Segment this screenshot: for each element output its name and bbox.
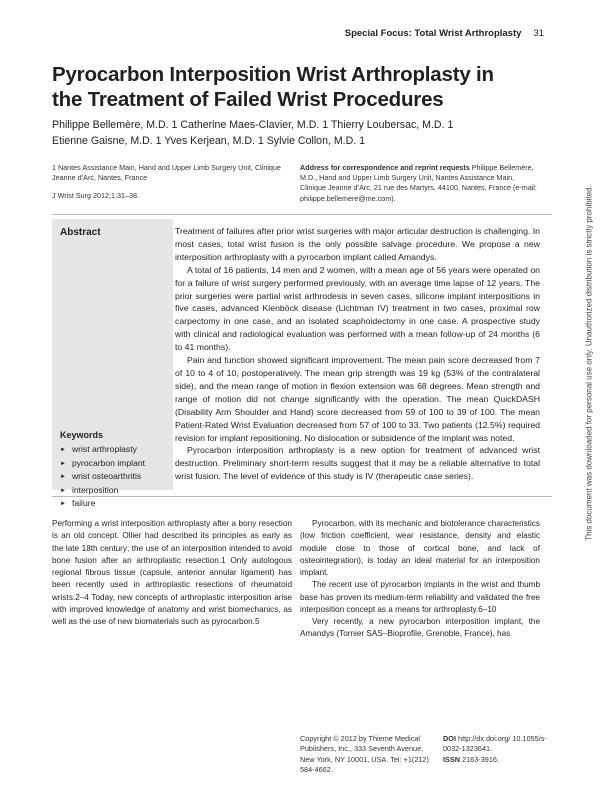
authors-line-1: Philippe Bellemère, M.D. 1 Catherine Maes-Clavier, M.D. 1 Thierry Loubersac, M.D. 1	[52, 119, 454, 131]
author-list	[52, 118, 512, 149]
copyright-notice: Copyright © 2012 by Thieme Medical Publishers, Inc., 333 Seventh Avenue, New York, NY 10001, USA. Tel: +1(212) 584-4662.	[300, 734, 429, 774]
title-line-2: the Treatment of Failed Wrist Procedures	[52, 88, 444, 111]
divider-bottom	[52, 496, 552, 497]
doi-label: DOI	[443, 734, 456, 743]
issn-line	[443, 755, 563, 765]
abstract-paragraph: Pain and function showed significant improvement. The mean pain score decreased from 7 of 10 to 4 of 10, postoperatively. The mean grip strength was 19 kg (53% of the contralateral side), and the mean range of motion in flexion extension was 68 degrees. Mean strength and range of motion did not change significantly with the operation. The mean QuickDASH (Disability Arm Shoulder and Hand) score decreased from 59 of 100 to 39 of 100. The mean Patient-Rated Wrist Evaluation decreased from 57 of 100 to 33. Two patients (12.5%) required revision for implant repositioning. No dislocation or subsidence of the implant was noted.	[175, 355, 540, 443]
section-title: Special Focus: Total Wrist Arthroplasty	[344, 28, 522, 39]
keywords-label: Keywords	[60, 430, 104, 440]
body-paragraph: Performing a wrist interposition arthroplasty after a bony resection is an old concept. Ollier had described its principles as early as the late 18th century; the use of an interposition intended to avoid bone fusion after an arthroplastic resection.1 Only autologous regional fibrous tissue (capsule, anterior annular ligament) has been recently used in arthroplastic resections of rheumatoid wrists.2–4 Today, new concepts of arthroplastic interposition arise with improved knowledge of anatomy and wrist biomechanics, as well as the use of new biomaterials such as pyrocarbon.5	[52, 519, 292, 626]
keyword-item: ► interposition	[60, 484, 145, 498]
keyword-item: ► wrist osteoarthritis	[60, 470, 145, 484]
journal-citation: J Wrist Surg 2012;1:31–38.	[52, 191, 139, 201]
download-notice	[581, 118, 597, 608]
divider-top	[52, 214, 552, 215]
correspondence-block	[300, 163, 540, 204]
article-title	[52, 62, 512, 112]
body-paragraph: Pyrocarbon, with its mechanic and biotolerance characteristics (low friction coefficient, wear resistance, density and elastic module close to those of cortical bone, and lack of osteointegration), is today an ideal material for an interposition implant.	[300, 519, 540, 577]
keywords-list	[60, 443, 145, 511]
download-notice-text: This document was downloaded for personal use only. Unauthorized distribution is strictly prohibited.	[584, 185, 594, 541]
keyword-item: ► wrist arthroplasty	[60, 443, 145, 457]
issn-value: 2163-3916.	[462, 754, 499, 764]
abstract-text	[175, 225, 540, 483]
body-paragraph: The recent use of pyrocarbon implants in the wrist and thumb base has proven its medium-term reliability and validated the free interposition concept as a means for arthroplasty.6–10	[300, 580, 540, 614]
correspondence-text: Philippe Bellemère, M.D., Hand and Upper Limb Surgery Unit, Nantes Assistance Main, Clinique Jeanne d’Arc, 21 rue des Martyrs, 44100, Nantes, France (e-mail: philippe.bellemere@me.com).	[300, 163, 537, 203]
doi-line	[443, 734, 563, 755]
authors-line-2: Etienne Gaisne, M.D. 1 Yves Kerjean, M.D. 1 Sylvie Collon, M.D. 1	[52, 134, 366, 147]
issn-label: ISSN	[443, 754, 461, 764]
keyword-item: ► pyrocarbon implant	[60, 457, 145, 471]
abstract-paragraph: A total of 16 patients, 14 men and 2 women, with a mean age of 56 years were operated on for a failure of wrist surgery performed previously, with an average time lapse of 12 years. The prior surgeries were partial wrist arthrodesis in seven cases, silicone implant interpositions in five cases, advanced Kienböck disease (Lichtman IV) treatment in two cases, proximal row carpectomy in one case, and an isolated scaphoidectomy in one case. A prospective study with clinical and radiological evaluation was performed with a mean follow-up of 24 months (6 to 41 months).	[175, 264, 540, 353]
correspondence-label: Address for correspondence and reprint requests	[300, 163, 470, 172]
running-header	[345, 28, 544, 39]
body-column-left	[52, 518, 292, 628]
keyword-item: ► failure	[60, 497, 145, 511]
publication-identifiers	[443, 734, 563, 765]
abstract-paragraph: Treatment of failures after prior wrist surgeries with major articular destruction is challenging. In most cases, total wrist fusion is the only possible salvage procedure. We propose a new interposition arthroplasty with a pyrocarbon implant called Amandys.	[175, 226, 540, 262]
abstract-label: Abstract	[60, 227, 101, 238]
body-column-right	[300, 518, 540, 641]
page-number: 31	[533, 28, 544, 39]
title-line-1: Pyrocarbon Interposition Wrist Arthroplasty in	[52, 63, 494, 86]
affiliation-block	[52, 163, 292, 202]
affiliation-text: 1 Nantes Assistance Main, Hand and Upper Limb Surgery Unit, Clinique Jeanne d’Arc, Nantes, France	[52, 163, 281, 183]
abstract-paragraph: Pyrocarbon interposition arthroplasty is a new option for treatment of advanced wrist destruction. Preliminary short-term results suggest that it may be a reliable alternative to total wrist fusion. The level of evidence of this study is IV (therapeutic case series).	[175, 445, 540, 482]
body-paragraph: Very recently, a new pyrocarbon interposition implant, the Amandys (Tornier SAS–Bioprofile, Grenoble, France), has	[300, 617, 540, 639]
doi-link[interactable]: http://dx.doi.org/ 10.1055/s-0032-1323641.	[443, 734, 547, 754]
